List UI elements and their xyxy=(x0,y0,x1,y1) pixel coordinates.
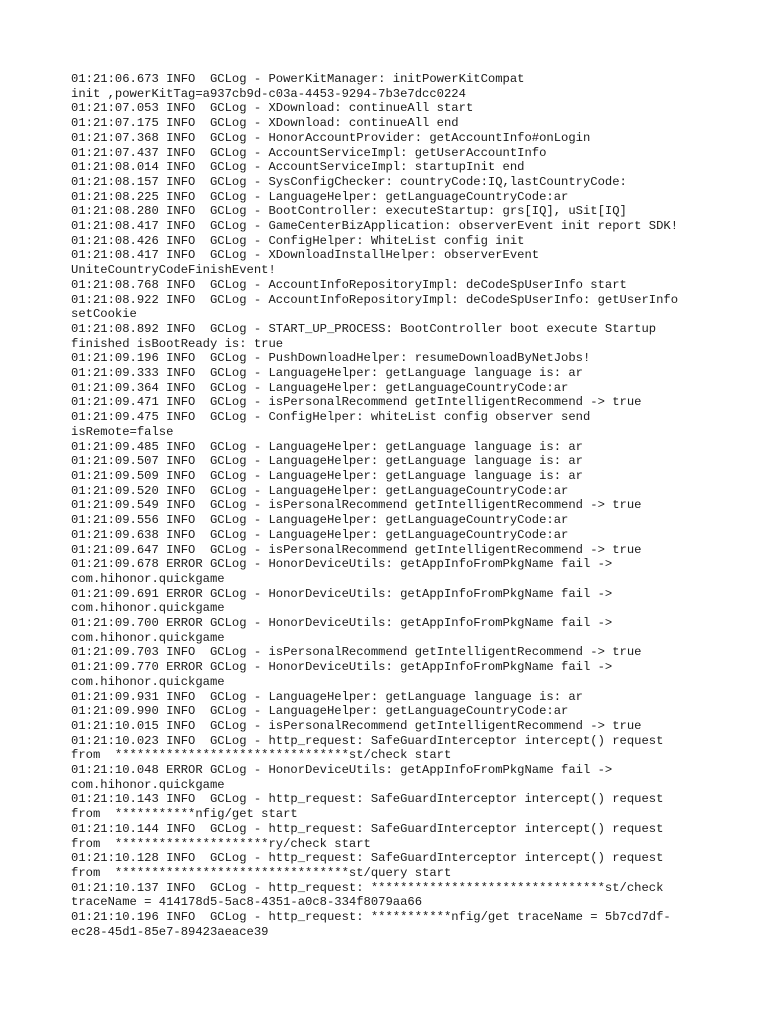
log-line: 01:21:09.471 INFO GCLog - isPersonalRecommend getIntelligentRecommend -> true xyxy=(71,395,642,410)
log-line: 01:21:09.770 ERROR GCLog - HonorDeviceUtils: getAppInfoFromPkgName fail -> xyxy=(71,660,613,675)
log-line: com.hihonor.quickgame xyxy=(71,630,225,645)
log-line: 01:21:09.333 INFO GCLog - LanguageHelper: getLanguage language is: ar xyxy=(71,366,583,381)
log-entry xyxy=(71,704,731,719)
log-entry xyxy=(71,278,731,293)
log-line: 01:21:10.144 INFO GCLog - http_request: SafeGuardInterceptor intercept() request xyxy=(71,821,664,836)
log-entry xyxy=(71,587,731,616)
log-line: 01:21:09.507 INFO GCLog - LanguageHelper: getLanguage language is: ar xyxy=(71,454,583,469)
log-line: 01:21:08.417 INFO GCLog - GameCenterBizApplication: observerEvent init report SDK! xyxy=(71,219,679,234)
log-entry xyxy=(71,293,731,322)
log-line: 01:21:07.368 INFO GCLog - HonorAccountProvider: getAccountInfo#onLogin xyxy=(71,130,591,145)
log-entry xyxy=(71,395,731,410)
log-line: 01:21:08.417 INFO GCLog - XDownloadInstallHelper: observerEvent xyxy=(71,248,540,263)
log-line: 01:21:10.015 INFO GCLog - isPersonalRecommend getIntelligentRecommend -> true xyxy=(71,718,642,733)
log-line: 01:21:08.922 INFO GCLog - AccountInfoRepositoryImpl: deCodeSpUserInfo: getUserInfo xyxy=(71,292,679,307)
log-line: 01:21:09.549 INFO GCLog - isPersonalRecommend getIntelligentRecommend -> true xyxy=(71,498,642,513)
log-entry xyxy=(71,322,731,351)
log-entry xyxy=(71,146,731,161)
log-line: 01:21:09.931 INFO GCLog - LanguageHelper: getLanguage language is: ar xyxy=(71,689,583,704)
log-line: 01:21:09.691 ERROR GCLog - HonorDeviceUtils: getAppInfoFromPkgName fail -> xyxy=(71,586,613,601)
log-line: 01:21:07.053 INFO GCLog - XDownload: continueAll start xyxy=(71,101,474,116)
log-entry xyxy=(71,690,731,705)
log-line: com.hihonor.quickgame xyxy=(71,601,225,616)
log-line: 01:21:09.485 INFO GCLog - LanguageHelper: getLanguage language is: ar xyxy=(71,439,583,454)
log-line: finished isBootReady is: true xyxy=(71,336,284,351)
log-entry xyxy=(71,719,731,734)
log-entry xyxy=(71,160,731,175)
log-entry xyxy=(71,101,731,116)
log-line: 01:21:08.157 INFO GCLog - SysConfigChecker: countryCode:IQ,lastCountryCode: xyxy=(71,174,627,189)
log-line: com.hihonor.quickgame xyxy=(71,777,225,792)
log-entry xyxy=(71,72,731,101)
log-entry xyxy=(71,543,731,558)
log-entry xyxy=(71,513,731,528)
log-line: 01:21:08.225 INFO GCLog - LanguageHelper: getLanguageCountryCode:ar xyxy=(71,189,569,204)
log-entry xyxy=(71,219,731,234)
log-entry xyxy=(71,616,731,645)
log-line: 01:21:08.280 INFO GCLog - BootController: executeStartup: grs[IQ], uSit[IQ] xyxy=(71,204,627,219)
log-entry xyxy=(71,528,731,543)
log-line: init ,powerKitTag=a937cb9d-c03a-4453-9294-7b3e7dcc0224 xyxy=(71,86,466,101)
log-line: from *********************ry/check start xyxy=(71,836,371,851)
log-entry xyxy=(71,660,731,689)
log-line: 01:21:10.143 INFO GCLog - http_request: SafeGuardInterceptor intercept() request xyxy=(71,792,664,807)
log-entry xyxy=(71,454,731,469)
log-line: 01:21:09.638 INFO GCLog - LanguageHelper: getLanguageCountryCode:ar xyxy=(71,527,569,542)
log-line: 01:21:09.647 INFO GCLog - isPersonalRecommend getIntelligentRecommend -> true xyxy=(71,542,642,557)
log-line: 01:21:08.892 INFO GCLog - START_UP_PROCESS: BootController boot execute Startup xyxy=(71,321,657,336)
log-line: 01:21:09.509 INFO GCLog - LanguageHelper: getLanguage language is: ar xyxy=(71,468,583,483)
log-line: UniteCountryCodeFinishEvent! xyxy=(71,263,276,278)
log-entry xyxy=(71,469,731,484)
log-entry xyxy=(71,410,731,439)
log-line: 01:21:07.437 INFO GCLog - AccountServiceImpl: getUserAccountInfo xyxy=(71,145,547,160)
log-entry xyxy=(71,175,731,190)
log-entry xyxy=(71,204,731,219)
log-entry xyxy=(71,366,731,381)
log-line: 01:21:10.048 ERROR GCLog - HonorDeviceUtils: getAppInfoFromPkgName fail -> xyxy=(71,763,613,778)
log-line: 01:21:09.703 INFO GCLog - isPersonalRecommend getIntelligentRecommend -> true xyxy=(71,645,642,660)
log-entry xyxy=(71,851,731,880)
log-line: 01:21:09.678 ERROR GCLog - HonorDeviceUtils: getAppInfoFromPkgName fail -> xyxy=(71,557,613,572)
log-line: 01:21:09.196 INFO GCLog - PushDownloadHelper: resumeDownloadByNetJobs! xyxy=(71,351,591,366)
log-line: 01:21:10.196 INFO GCLog - http_request: ***********nfig/get traceName = 5b7cd7df- xyxy=(71,910,671,925)
log-line: 01:21:08.014 INFO GCLog - AccountServiceImpl: startupInit end xyxy=(71,160,525,175)
log-line: from ********************************st/check start xyxy=(71,748,452,763)
log-line: 01:21:09.990 INFO GCLog - LanguageHelper: getLanguageCountryCode:ar xyxy=(71,704,569,719)
log-line: 01:21:06.673 INFO GCLog - PowerKitManager: initPowerKitCompat xyxy=(71,72,525,86)
log-line: from ***********nfig/get start xyxy=(71,807,298,822)
log-entry xyxy=(71,734,731,763)
log-line: traceName = 414178d5-5ac8-4351-a0c8-334f8079aa66 xyxy=(71,895,423,910)
log-line: 01:21:09.364 INFO GCLog - LanguageHelper: getLanguageCountryCode:ar xyxy=(71,380,569,395)
log-entry xyxy=(71,248,731,277)
log-line: com.hihonor.quickgame xyxy=(71,571,225,586)
log-line: from ********************************st/query start xyxy=(71,865,452,880)
log-line: 01:21:07.175 INFO GCLog - XDownload: continueAll end xyxy=(71,116,459,131)
log-line: ec28-45d1-85e7-89423aeace39 xyxy=(71,924,269,939)
log-entry xyxy=(71,351,731,366)
log-line: 01:21:10.023 INFO GCLog - http_request: SafeGuardInterceptor intercept() request xyxy=(71,733,664,748)
log-entry xyxy=(71,116,731,131)
log-line: setCookie xyxy=(71,307,137,322)
log-entry xyxy=(71,881,731,910)
log-entry xyxy=(71,131,731,146)
log-line: 01:21:10.137 INFO GCLog - http_request: ********************************st/check xyxy=(71,880,664,895)
log-entry xyxy=(71,381,731,396)
log-entry xyxy=(71,645,731,660)
log-entry xyxy=(71,822,731,851)
log-line: 01:21:09.556 INFO GCLog - LanguageHelper: getLanguageCountryCode:ar xyxy=(71,513,569,528)
log-line: 01:21:09.700 ERROR GCLog - HonorDeviceUtils: getAppInfoFromPkgName fail -> xyxy=(71,616,613,631)
log-line: isRemote=false xyxy=(71,424,174,439)
log-entry xyxy=(71,498,731,513)
log-line: 01:21:09.520 INFO GCLog - LanguageHelper: getLanguageCountryCode:ar xyxy=(71,483,569,498)
log-entry xyxy=(71,792,731,821)
log-entry xyxy=(71,484,731,499)
log-entry xyxy=(71,440,731,455)
log-entry xyxy=(71,910,731,939)
log-line: com.hihonor.quickgame xyxy=(71,674,225,689)
log-entry xyxy=(71,234,731,249)
log-entry xyxy=(71,763,731,792)
log-line: 01:21:09.475 INFO GCLog - ConfigHelper: whiteList config observer send xyxy=(71,410,591,425)
log-line: 01:21:08.768 INFO GCLog - AccountInfoRepositoryImpl: deCodeSpUserInfo start xyxy=(71,277,627,292)
log-document xyxy=(71,72,731,939)
log-entry xyxy=(71,557,731,586)
log-line: 01:21:10.128 INFO GCLog - http_request: SafeGuardInterceptor intercept() request xyxy=(71,851,664,866)
log-line: 01:21:08.426 INFO GCLog - ConfigHelper: WhiteList config init xyxy=(71,233,525,248)
log-entry xyxy=(71,190,731,205)
